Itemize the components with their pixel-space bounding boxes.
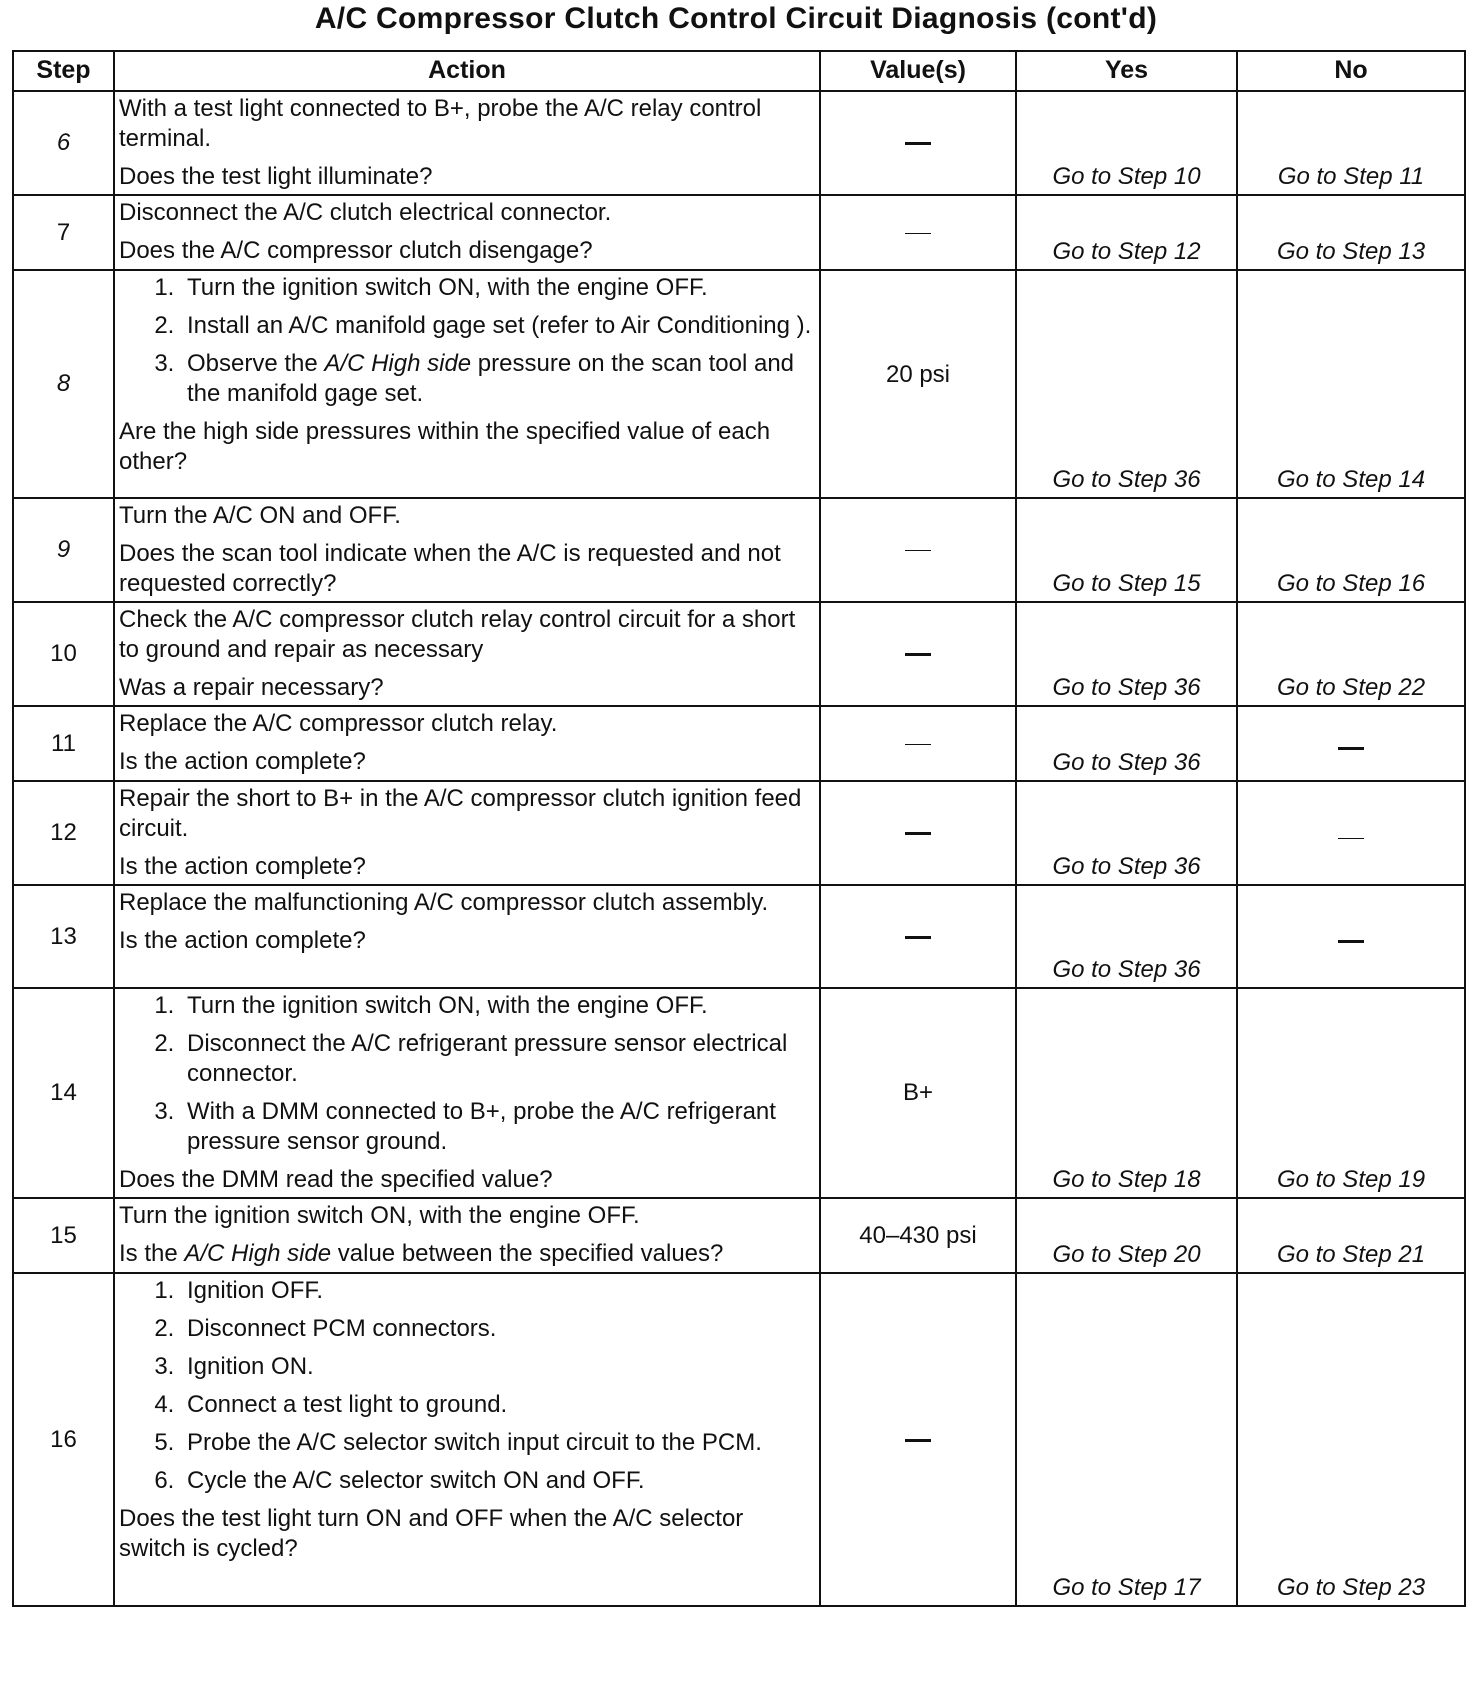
yes-cell: Go to Step 15 [1016,498,1237,602]
action-question: Was a repair necessary? [119,674,384,701]
action-steps-list [119,1276,813,1496]
table-row [13,988,1465,1198]
yes-cell: Go to Step 10 [1016,91,1237,195]
action-question: Does the scan tool indicate when the A/C is requested and not requested correctly? [119,540,781,597]
yes-cell: Go to Step 20 [1016,1198,1237,1273]
value-dash [905,936,931,939]
action-instruction: With a test light connected to B+, probe the A/C relay control terminal. [119,95,762,152]
action-instruction: Check the A/C compressor clutch relay control circuit for a short to ground and repair as necessary [119,606,796,663]
step-number: 11 [13,706,114,781]
table-row [13,885,1465,988]
question-text: Is the [119,1240,185,1267]
list-item: 1. Ignition OFF. [181,1276,813,1306]
value-dash [905,653,931,656]
table-row [13,270,1465,498]
table-row [13,1273,1465,1606]
list-item: 2. Install an A/C manifold gage set (refer to Air Conditioning ). [181,311,813,341]
table-row [13,1198,1465,1273]
table-row [13,706,1465,781]
yes-cell: Go to Step 12 [1016,195,1237,270]
action-question: Is the action complete? [119,927,366,954]
yes-cell: Go to Step 18 [1016,988,1237,1198]
action-cell [114,602,820,706]
action-cell [114,885,820,988]
action-instruction: Repair the short to B+ in the A/C compressor clutch ignition feed circuit. [119,785,802,842]
question-text: value between the specified values? [331,1240,724,1267]
action-steps-list [119,991,813,1157]
action-question: Does the DMM read the specified value? [119,1166,553,1193]
yes-cell: Go to Step 36 [1016,270,1237,498]
list-item: 3. With a DMM connected to B+, probe the A/C refrigerant pressure sensor ground. [181,1097,813,1157]
value-cell: B+ [820,988,1016,1198]
value-cell [820,195,1016,270]
action-cell [114,270,820,498]
no-cell: Go to Step 16 [1237,498,1465,602]
value-dash [905,832,931,835]
diagnosis-table [12,50,1466,1607]
no-cell [1237,885,1465,988]
action-instruction: Replace the malfunctioning A/C compressor clutch assembly. [119,889,769,916]
value-cell [820,1273,1016,1606]
action-cell [114,706,820,781]
no-dash [1338,940,1364,943]
list-item: 3. Ignition ON. [181,1352,813,1382]
action-cell [114,498,820,602]
value-dash [905,550,931,551]
action-question: Does the test light illuminate? [119,163,433,190]
step-number: 15 [13,1198,114,1273]
yes-cell: Go to Step 36 [1016,781,1237,885]
header-yes: Yes [1016,51,1237,91]
yes-cell: Go to Step 36 [1016,602,1237,706]
list-item: 5. Probe the A/C selector switch input circuit to the PCM. [181,1428,813,1458]
step-number: 12 [13,781,114,885]
list-item: 6. Cycle the A/C selector switch ON and OFF. [181,1466,813,1496]
list-item: 2. Disconnect PCM connectors. [181,1314,813,1344]
action-cell [114,988,820,1198]
list-item: 1. Turn the ignition switch ON, with the engine OFF. [181,991,813,1021]
action-instruction: Disconnect the A/C clutch electrical connector. [119,199,612,226]
list-item: 1. Turn the ignition switch ON, with the engine OFF. [181,273,813,303]
header-action: Action [114,51,820,91]
yes-cell: Go to Step 36 [1016,706,1237,781]
action-question: Is the action complete? [119,853,366,880]
step-number: 7 [13,195,114,270]
value-cell [820,781,1016,885]
action-cell [114,781,820,885]
header-values: Value(s) [820,51,1016,91]
value-cell: 40–430 psi [820,1198,1016,1273]
step-number: 8 [13,270,114,498]
value-dash [905,233,931,234]
value-cell [820,885,1016,988]
value-dash [905,142,931,145]
value-dash [905,1439,931,1442]
no-cell: Go to Step 13 [1237,195,1465,270]
list-item: 2. Disconnect the A/C refrigerant pressure sensor electrical connector. [181,1029,813,1089]
step-number: 13 [13,885,114,988]
list-item-emphasis: A/C High side [324,350,472,377]
step-number: 14 [13,988,114,1198]
no-cell: Go to Step 19 [1237,988,1465,1198]
action-question [119,1239,813,1269]
table-row [13,91,1465,195]
no-cell: Go to Step 11 [1237,91,1465,195]
step-number: 10 [13,602,114,706]
step-number: 6 [13,91,114,195]
action-cell [114,195,820,270]
table-row [13,195,1465,270]
list-item-text: Observe the [187,350,325,377]
no-cell: Go to Step 23 [1237,1273,1465,1606]
yes-cell: Go to Step 36 [1016,885,1237,988]
yes-cell: Go to Step 17 [1016,1273,1237,1606]
value-cell [820,91,1016,195]
table-row [13,498,1465,602]
table-header-row [13,51,1465,91]
step-number: 16 [13,1273,114,1606]
action-question: Does the test light turn ON and OFF when the A/C selector switch is cycled? [119,1505,744,1562]
action-question: Is the action complete? [119,748,366,775]
action-question: Are the high side pressures within the specified value of each other? [119,418,771,475]
value-cell: 20 psi [820,270,1016,498]
action-instruction: Turn the A/C ON and OFF. [119,502,401,529]
header-no: No [1237,51,1465,91]
table-row [13,602,1465,706]
no-cell: Go to Step 22 [1237,602,1465,706]
value-cell [820,602,1016,706]
header-step: Step [13,51,114,91]
no-dash [1338,838,1364,839]
action-cell [114,1198,820,1273]
list-item [181,349,813,409]
list-item-text: pressure on the scan tool and the manifold gage set. [187,350,795,407]
table-row [13,781,1465,885]
action-instruction: Replace the A/C compressor clutch relay. [119,710,558,737]
value-cell [820,498,1016,602]
step-number: 9 [13,498,114,602]
action-instruction: Turn the ignition switch ON, with the engine OFF. [119,1202,640,1229]
no-cell [1237,706,1465,781]
no-cell: Go to Step 14 [1237,270,1465,498]
page-title: A/C Compressor Clutch Control Circuit Diagnosis (cont'd) [314,2,1158,35]
no-dash [1338,747,1364,750]
value-cell [820,706,1016,781]
value-dash [905,744,931,745]
action-cell [114,1273,820,1606]
list-item: 4. Connect a test light to ground. [181,1390,813,1420]
question-emphasis: A/C High side [184,1240,332,1267]
action-cell [114,91,820,195]
no-cell [1237,781,1465,885]
action-question: Does the A/C compressor clutch disengage? [119,237,593,264]
no-cell: Go to Step 21 [1237,1198,1465,1273]
action-steps-list [119,273,813,409]
